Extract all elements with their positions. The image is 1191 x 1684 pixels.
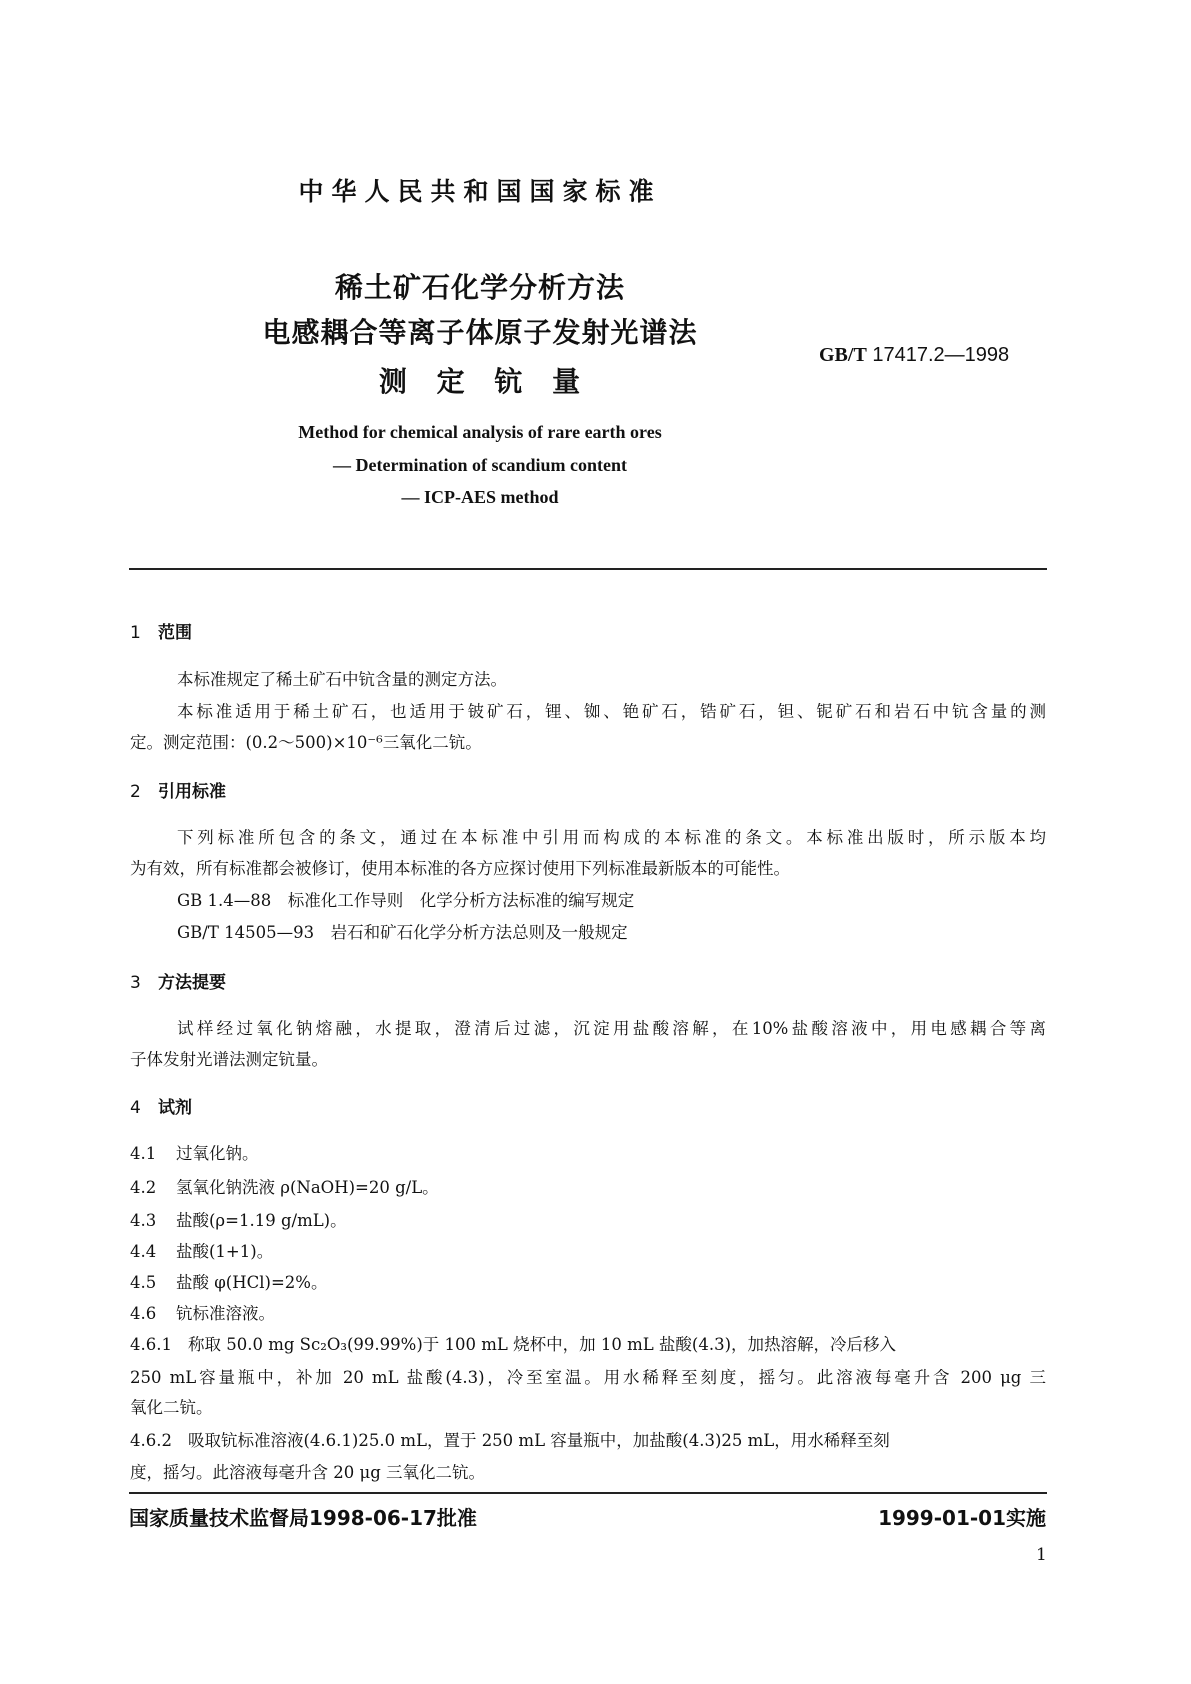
item-number: 4.6.1	[130, 1335, 172, 1354]
reagent-item	[130, 1140, 1046, 1164]
item-text: 盐酸 φ(HCl)=2%。	[176, 1273, 328, 1292]
reagent-item-4-6-2	[130, 1427, 1046, 1451]
reference-title: 岩石和矿石化学分析方法总则及一般规定	[330, 923, 628, 942]
paragraph-line: 为有效，所有标准都会被修订，使用本标准的各方应探讨使用下列标准最新版本的可能性。	[130, 859, 790, 878]
paragraph-line: 氧化二钪。	[130, 1398, 213, 1417]
standard-code-prefix: GB/T	[819, 344, 867, 366]
section-number: 1	[130, 623, 141, 643]
title-line-2: 电感耦合等离子体原子发射光谱法	[262, 316, 698, 349]
reference-item	[177, 919, 1046, 943]
section-title: 试剂	[158, 1098, 192, 1118]
page-number: 1	[1036, 1545, 1047, 1565]
paragraph-line: 度，摇匀。此溶液每毫升含 20 μg 三氧化二钪。	[130, 1463, 486, 1482]
item-text: 过氧化钠。	[176, 1144, 259, 1163]
section-heading-1	[130, 618, 192, 643]
item-number: 4.4	[130, 1242, 157, 1261]
item-text: 氢氧化钠洗液 ρ(NaOH)=20 g/L。	[176, 1178, 439, 1197]
section-number: 4	[130, 1098, 141, 1118]
reagent-item	[130, 1269, 1046, 1293]
item-text: 吸取钪标准溶液(4.6.1)25.0 mL，置于 250 mL 容量瓶中，加盐酸(4.3)25 mL，用水稀释至刻	[188, 1431, 890, 1450]
english-title-2: — Determination of scandium content	[333, 455, 627, 475]
header-rule	[129, 568, 1047, 570]
item-text: 盐酸(ρ=1.19 g/mL)。	[176, 1211, 347, 1230]
footer-rule	[129, 1492, 1047, 1494]
section-number: 3	[130, 973, 141, 993]
paragraph-line: 本标准规定了稀土矿石中钪含量的测定方法。	[177, 670, 507, 689]
item-number: 4.6	[130, 1304, 157, 1323]
english-title-1: Method for chemical analysis of rare earth ores	[298, 422, 662, 442]
english-title-3: — ICP-AES method	[401, 487, 559, 507]
paragraph-line: 子体发射光谱法测定钪量。	[130, 1050, 328, 1069]
item-text: 盐酸(1+1)。	[176, 1242, 274, 1261]
item-number: 4.6.2	[130, 1431, 172, 1450]
paragraph-line: 本标准适用于稀土矿石，也适用于铍矿石，锂、铷、铯矿石，锆矿石，钽、铌矿石和岩石中钪含量的测	[177, 702, 1046, 721]
approval-date: 国家质量技术监督局1998-06-17批准	[129, 1506, 477, 1530]
reagent-item	[130, 1238, 1046, 1262]
reagent-item	[130, 1300, 1046, 1324]
title-line-1: 稀土矿石化学分析方法	[334, 271, 625, 304]
reference-title: 标准化工作导则 化学分析方法标准的编写规定	[287, 891, 635, 910]
paragraph-line: 250 mL容量瓶中，补加 20 mL 盐酸(4.3)，冷至室温。用水稀释至刻度，摇匀。此溶液每毫升含 200 μg 三	[130, 1368, 1046, 1387]
reference-item	[177, 887, 1046, 911]
item-number: 4.1	[130, 1144, 157, 1163]
reagent-item-4-6-1	[130, 1331, 1046, 1355]
item-number: 4.2	[130, 1178, 157, 1197]
reagent-item	[130, 1207, 1046, 1231]
item-number: 4.5	[130, 1273, 157, 1292]
reference-code: GB 1.4—88	[177, 891, 272, 910]
section-heading-2	[130, 777, 226, 802]
implementation-date: 1999-01-01实施	[878, 1506, 1046, 1530]
paragraph-line: 定。测定范围：(0.2～500)×10⁻⁶三氧化二钪。	[130, 733, 482, 752]
section-title: 引用标准	[158, 782, 226, 802]
paragraph-line: 下列标准所包含的条文，通过在本标准中引用而构成的本标准的条文。本标准出版时，所示版本均	[177, 828, 1046, 847]
section-number: 2	[130, 782, 141, 802]
item-number: 4.3	[130, 1211, 157, 1230]
paragraph-line: 试样经过氧化钠熔融，水提取，澄清后过滤，沉淀用盐酸溶解，在10%盐酸溶液中，用电感耦合等离	[177, 1019, 1046, 1038]
standard-code-number: 17417.2—1998	[872, 344, 1010, 366]
reagent-item	[130, 1174, 1046, 1198]
title-line-3: 测 定 钪 量	[378, 365, 582, 398]
national-standard-heading: 中华人民共和国国家标准	[298, 177, 662, 206]
item-text: 钪标准溶液。	[176, 1304, 275, 1323]
section-heading-3	[130, 968, 226, 993]
section-title: 范围	[158, 623, 192, 643]
standard-code	[819, 344, 1009, 367]
item-text: 称取 50.0 mg Sc₂O₃(99.99%)于 100 mL 烧杯中，加 10 mL 盐酸(4.3)，加热溶解，冷后移入	[188, 1335, 897, 1354]
reference-code: GB/T 14505—93	[177, 923, 315, 942]
section-title: 方法提要	[158, 973, 226, 993]
section-heading-4	[130, 1093, 192, 1118]
